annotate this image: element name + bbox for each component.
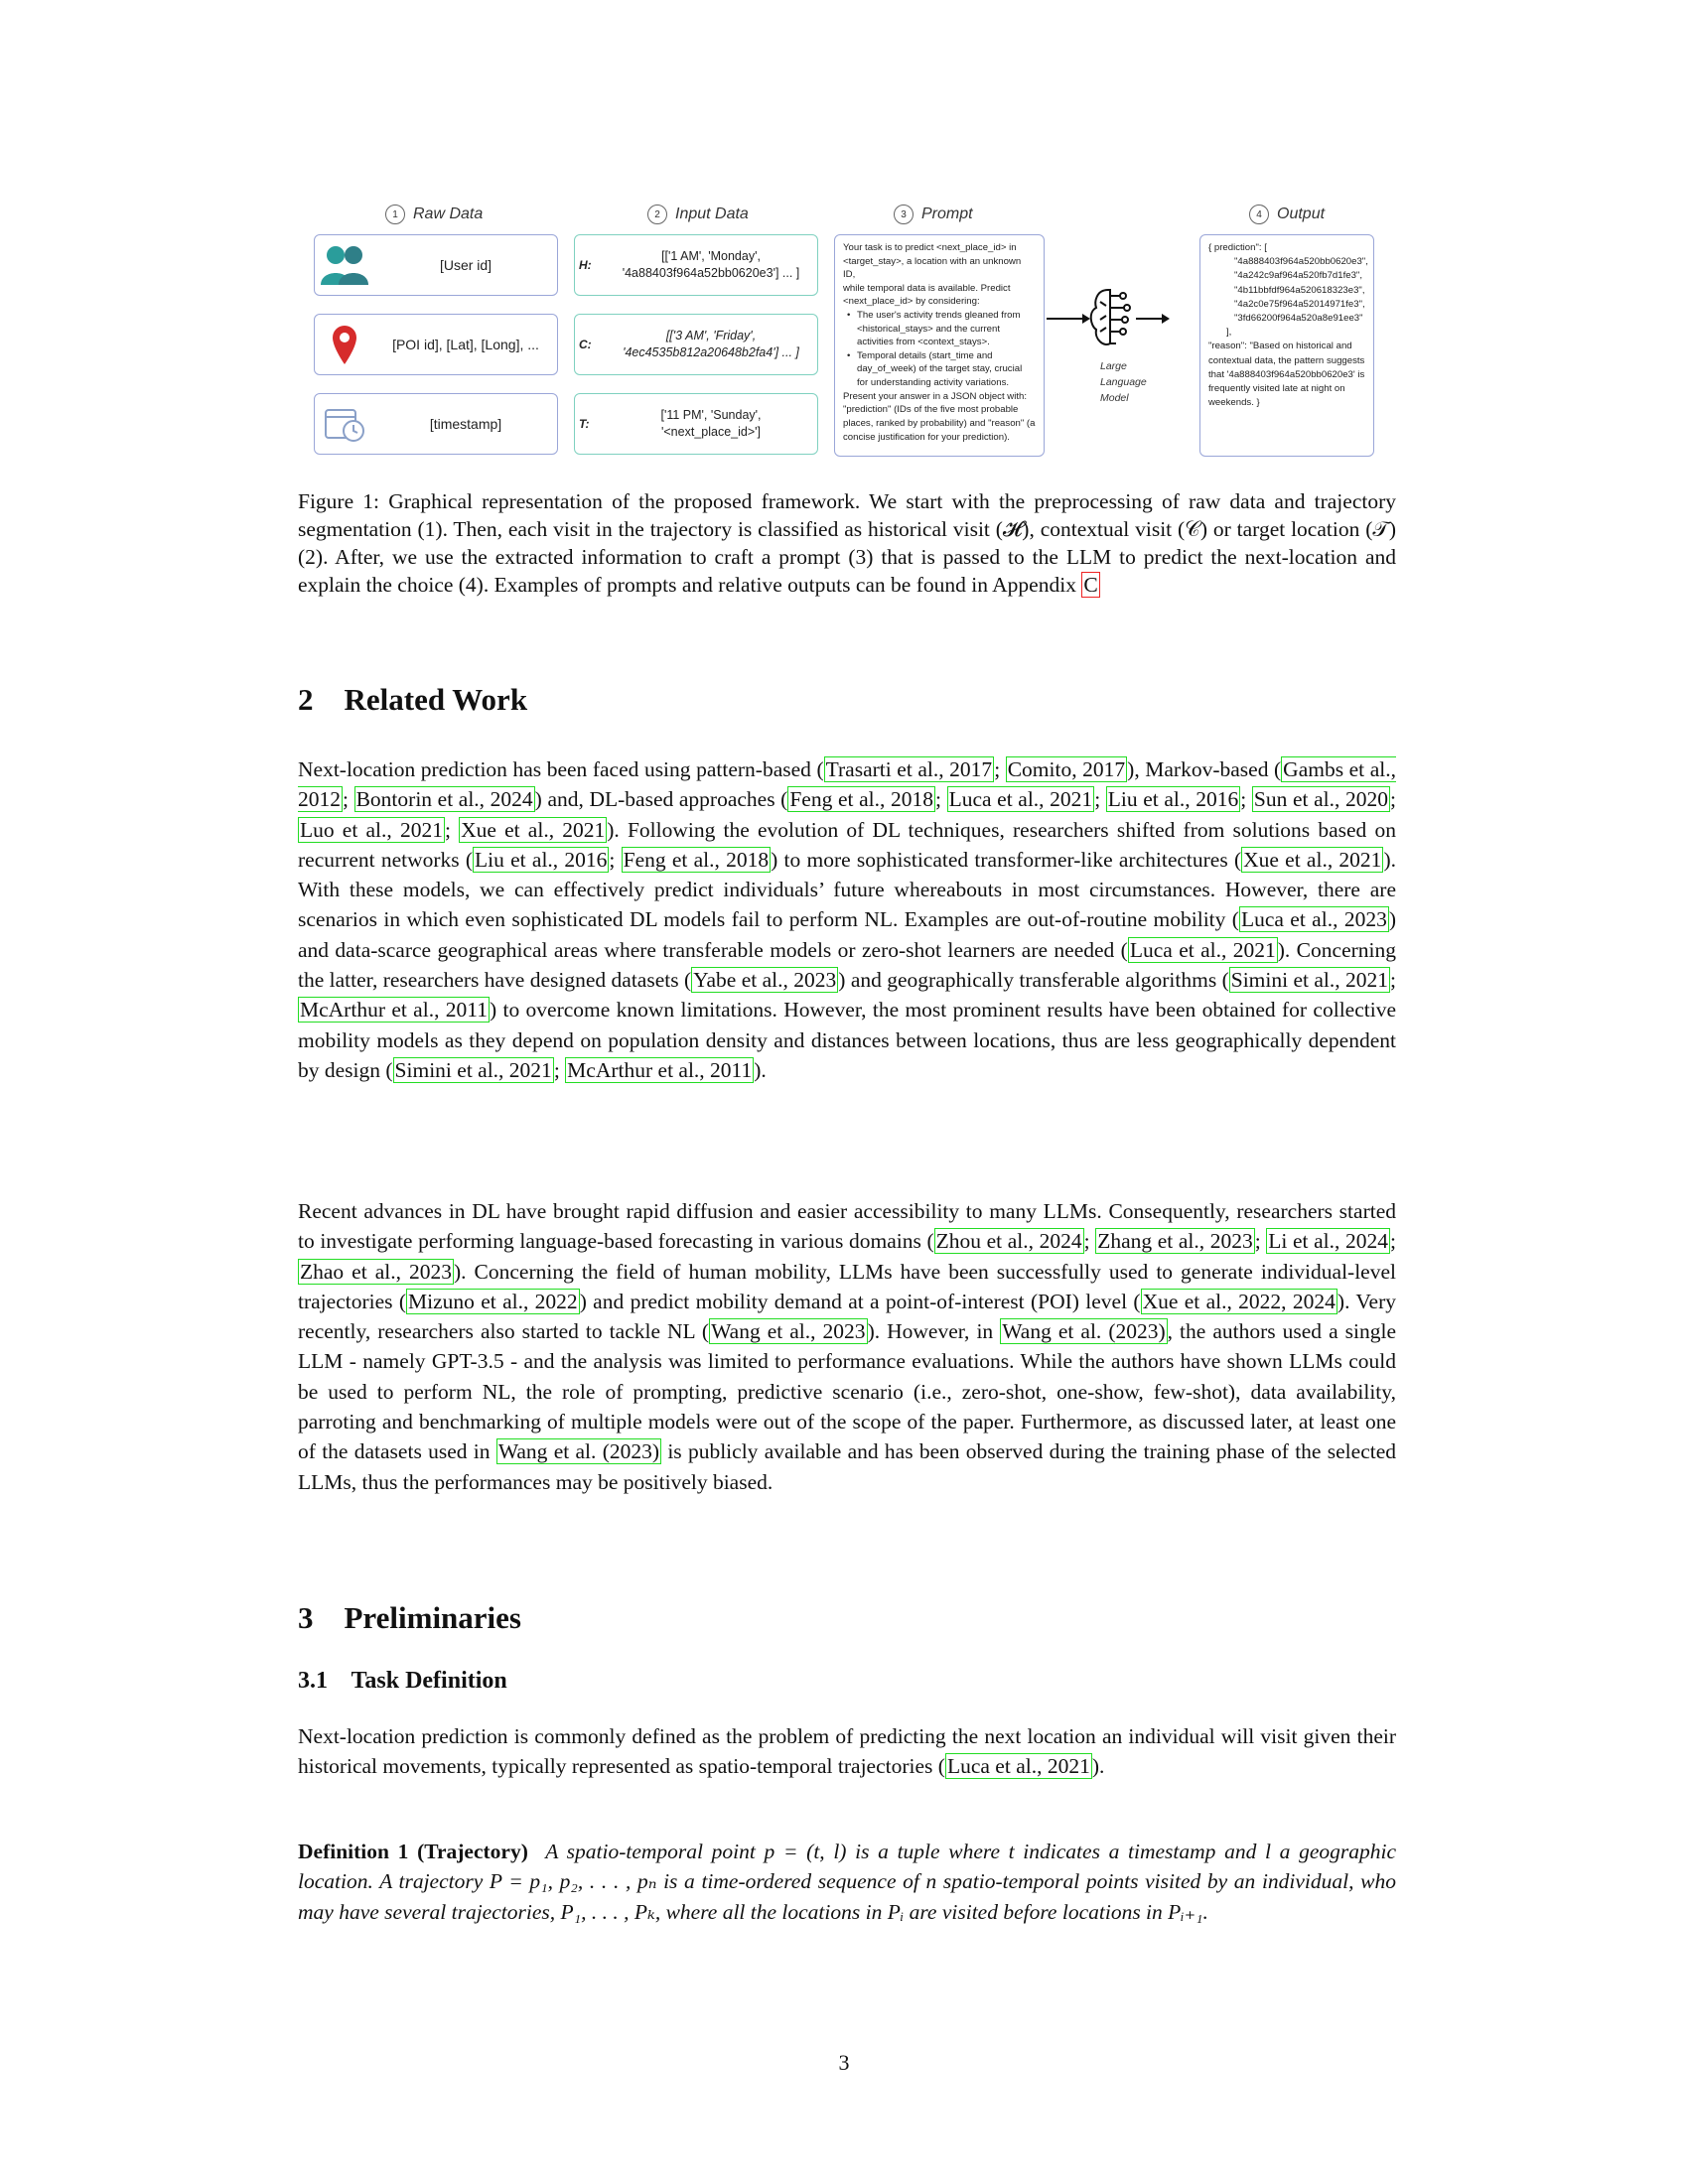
definition-heading: Definition 1 (Trajectory)	[298, 1840, 528, 1863]
stage-raw-data-header	[385, 205, 483, 224]
definition-block	[298, 1837, 1396, 1927]
brain-icon	[1091, 290, 1130, 344]
output-line: { prediction": [	[1208, 242, 1267, 253]
citation-link[interactable]: Simini et al., 2021	[394, 1057, 552, 1082]
users-icon	[315, 243, 374, 287]
output-line: that '4a888403f964a520bb0620e3' is	[1208, 368, 1365, 380]
citation-link[interactable]: Mizuno et al., 2022	[408, 1289, 578, 1313]
stage-label: Input Data	[675, 205, 749, 222]
llm-label-line: Large	[1100, 360, 1127, 372]
figure-caption	[298, 487, 1396, 599]
stage-number: 3	[894, 205, 914, 224]
raw-poi-box	[314, 314, 558, 375]
citation-link[interactable]: McArthur et al., 2011	[567, 1057, 753, 1082]
citation-link[interactable]: Feng et al., 2018	[789, 787, 933, 812]
output-line: ],	[1226, 327, 1232, 339]
output-line: "4a242c9af964a520fb7d1fe3",	[1234, 270, 1362, 282]
output-line: "reason": "Based on historical and	[1208, 341, 1352, 352]
stage-label: Output	[1277, 205, 1326, 222]
stage-prompt-header	[894, 205, 973, 224]
citation-link[interactable]: Trasarti et al., 2017	[825, 757, 993, 781]
subsection-heading	[298, 1668, 1396, 1695]
section-number: 3	[298, 1600, 314, 1635]
input-label: T:	[579, 417, 590, 431]
section-title: Preliminaries	[344, 1600, 521, 1635]
input-value	[605, 328, 817, 361]
raw-user-box	[314, 234, 558, 296]
task-definition-paragraph: Next-location prediction is commonly defined as the problem of predicting the next location an individual will visit given their historical movements, typically represented as spatio-temporal trajectories (Luca et al., 2021).	[298, 1724, 1396, 1779]
section-heading	[298, 682, 1396, 718]
related-work-paragraph-1: Next-location prediction has been faced using pattern-based (Trasarti et al., 2017; Comito, 2017), Markov-based (Gambs et al., 2012; Bontorin et al., 2024) and, DL-based approaches (Feng et al., 2018; Luca et al., 2021; Liu et al., 2016; Sun et al., 2020; Luo et al., 2021; Xue et al., 2021). Following the evolution of DL techniques, researchers shifted from solutions based on recurrent networks (Liu et al., 2016; Feng et al., 2018) to more sophisticated transformer-like architectures (Xue et al., 2021). With these models, we can effectively predict individuals’ future whereabouts in most circumstances. However, there are scenarios in which even sophisticated DL models fail to perform NL. Examples are out-of-routine mobility (Luca et al., 2023) and data-scarce geographical areas where transferable models or zero-shot learners are needed (Luca et al., 2021). Concerning the latter, researchers have designed datasets (Yabe et al., 2023) and geographically transferable algorithms (Simini et al., 2021; McArthur et al., 2011) to overcome known limitations. However, the most prominent results have been obtained for collective mobility models as they depend on population density and distances between locations, thus are less geographically dependent by design (Simini et al., 2021; McArthur et al., 2011).	[298, 757, 1396, 1082]
appendix-link[interactable]: C	[1083, 573, 1098, 597]
prompt-line: places, ranked by probability) and "reason" (a	[843, 417, 1036, 429]
input-line: '<next_place_id>']	[661, 425, 761, 439]
stage-label: Raw Data	[413, 205, 484, 222]
citation-link[interactable]: Sun et al., 2020	[1253, 787, 1388, 812]
prompt-line: "prediction" (IDs of the five most probable	[843, 404, 1019, 416]
subsection-number: 3.1	[298, 1668, 328, 1694]
stage-output-header	[1249, 205, 1325, 224]
output-line: "4b11bbfdf964a520618323e3",	[1234, 284, 1365, 296]
prompt-line: Your task is to predict <next_place_id> in	[843, 242, 1017, 253]
llm-label-line: Language	[1100, 375, 1147, 388]
subsection-title: Task Definition	[351, 1668, 507, 1694]
input-line: '4ec4535b812a20648b2fa4'] ... ]	[623, 345, 799, 359]
stage-number: 4	[1249, 205, 1269, 224]
output-line: "4a2c0e75f964a52014971fe3",	[1234, 298, 1365, 310]
stage-label: Prompt	[921, 205, 973, 222]
raw-timestamp-box	[314, 393, 558, 455]
citation-link[interactable]: Luca et al., 2021	[948, 787, 1093, 812]
citation-link[interactable]: McArthur et al., 2011	[300, 998, 488, 1023]
calendar-clock-icon	[315, 404, 374, 444]
stage-input-data-header	[647, 205, 749, 224]
caption-text: Graphical representation of the proposed framework. We start with the preprocessing of raw data and trajectory segmentation (1). Then, each visit in the trajectory is classified as historical visit (𝓗), contextual visit (𝒞) or target location (𝒯) (2). After, we use the extracted information to craft a prompt (3) that is passed to the LLM to predict the next-location and explain the choice (4). Examples of prompts and relative outputs can be found in Appendix	[298, 489, 1396, 597]
caption-label: Figure 1:	[298, 489, 380, 513]
citation-link[interactable]: Liu et al., 2016	[1107, 787, 1239, 812]
citation-link[interactable]: Comito, 2017	[1007, 757, 1126, 781]
prompt-line: <target_stay>, a location with an unknown ID,	[843, 255, 1022, 281]
input-line: '4a88403f964a52bb0620e3'] ... ]	[622, 266, 800, 280]
citation-link[interactable]: Luo et al., 2021	[300, 817, 443, 842]
citation-link[interactable]: Wang et al. (2023)	[1002, 1319, 1166, 1344]
prompt-line: concise justification for your prediction).	[843, 431, 1010, 443]
raw-user-text: [User id]	[439, 257, 492, 273]
citation-link[interactable]: Wang et al. (2023)	[497, 1439, 660, 1464]
citation-link[interactable]: Luca et al., 2023	[1240, 907, 1387, 932]
citation-link[interactable]: Zhou et al., 2024	[935, 1229, 1082, 1254]
prompt-line: <next_place_id> by considering:	[843, 296, 980, 308]
prompt-line: Present your answer in a JSON object with:	[843, 390, 1028, 402]
section-heading	[298, 1600, 1396, 1636]
prompt-bullet: • The user's activity trends gleaned from <historical_stays> and the current activities from <context_stays>.	[843, 309, 1036, 349]
section-number: 2	[298, 682, 314, 717]
raw-timestamp-text: [timestamp]	[429, 416, 502, 432]
output-line: "3fd66200f964a520a8e91ee3"	[1234, 312, 1363, 324]
section-title: Related Work	[344, 682, 528, 717]
raw-poi-text: [POI id], [Lat], [Long], ...	[392, 337, 539, 352]
llm-label-line: Model	[1100, 391, 1129, 404]
prompt-box	[834, 234, 1045, 457]
output-line: contextual data, the pattern suggests	[1208, 354, 1365, 366]
prompt-bullet: • Temporal details (start_time and day_of_week) of the target stay, crucial for understanding activity variations.	[843, 349, 1036, 390]
page-number: 3	[838, 2050, 850, 2075]
citation-link[interactable]: Xue et al., 2022, 2024	[1142, 1289, 1336, 1313]
definition-body: A spatio-temporal point p = (t, l) is a tuple where t indicates a timestamp and l a geographic location. A trajectory P = p₁, p₂, . . . , pₙ is a time-ordered sequence of n spatio-temporal points visited by an individual, who may have several trajectories, P₁, . . . , Pₖ, where all the locations in Pᵢ are visited before locations in Pᵢ₊₁.	[298, 1840, 1397, 1924]
location-pin-icon	[315, 324, 374, 365]
input-historical-box	[574, 234, 818, 296]
output-line: "4a888403f964a520bb0620e3",	[1234, 256, 1368, 268]
related-work-paragraph-2: Recent advances in DL have brought rapid diffusion and easier accessibility to many LLMs. Consequently, researchers started to investigate performing language-based forecasting in various domains (Zhou et al., 2024; Zhang et al., 2023; Li et al., 2024; Zhao et al., 2023). Concerning the field of human mobility, LLMs have been successfully used to generate individual-level trajectories (Mizuno et al., 2022) and predict mobility demand at a point-of-interest (POI) level (Xue et al., 2022, 2024). Very recently, researchers also started to tackle NL (Wang et al., 2023). However, in Wang et al. (2023), the authors used a single LLM - namely GPT-3.5 - and the analysis was limited to performance evaluations. While the authors have shown LLMs could be used to perform NL, the role of prompting, predictive scenario (i.e., zero-shot, one-show, few-shot), data availability, parroting and benchmarking of multiple models were out of the scope of the paper. Furthermore, as discussed later, at least one of the datasets used in Wang et al. (2023) is publicly available and has been observed during the training phase of the selected LLMs, thus the performances may be positively biased.	[298, 1199, 1397, 1494]
framework-figure	[298, 199, 1410, 462]
input-target-box	[574, 393, 818, 455]
input-label: H:	[579, 258, 592, 272]
input-value	[605, 407, 817, 441]
stage-number: 2	[647, 205, 667, 224]
output-box	[1199, 234, 1374, 457]
llm-label	[1100, 359, 1147, 406]
citation-link[interactable]: Xue et al., 2021	[1243, 847, 1382, 872]
citation-link[interactable]: Xue et al., 2021	[461, 817, 606, 842]
input-label: C:	[579, 338, 592, 351]
citation-link[interactable]: Yabe et al., 2023	[693, 968, 837, 993]
citation-link[interactable]: Bontorin et al., 2024	[355, 787, 533, 812]
input-line: ['11 PM', 'Sunday',	[660, 408, 762, 423]
input-context-box	[574, 314, 818, 375]
llm-arrows-diagram	[1045, 274, 1174, 363]
citation-link[interactable]: Luca et al., 2021	[1129, 937, 1276, 962]
citation-link[interactable]: Zhao et al., 2023	[300, 1259, 452, 1284]
citation-link[interactable]: Gambs et al., 2012	[298, 757, 1396, 812]
output-line: frequently visited late at night on	[1208, 382, 1345, 394]
input-line: [['3 AM', 'Friday',	[665, 329, 757, 343]
citation-link[interactable]: Li et al., 2024	[1268, 1229, 1388, 1254]
citation-link[interactable]: Zhang et al., 2023	[1097, 1229, 1253, 1254]
arrow-right-icon	[1047, 314, 1090, 324]
citation-link[interactable]: Feng et al., 2018	[623, 847, 770, 872]
arrow-right-icon	[1136, 314, 1170, 324]
input-line: [['1 AM', 'Monday',	[661, 249, 761, 264]
citation-link[interactable]: Simini et al., 2021	[1230, 968, 1389, 993]
citation-link[interactable]: Liu et al., 2016	[475, 847, 608, 872]
prompt-line: while temporal data is available. Predict	[843, 282, 1011, 294]
citation-link[interactable]: Luca et al., 2021	[946, 1754, 1090, 1779]
stage-number: 1	[385, 205, 405, 224]
output-line: weekends. }	[1208, 397, 1260, 409]
input-value	[605, 248, 817, 282]
citation-link[interactable]: Wang et al., 2023	[711, 1319, 866, 1344]
